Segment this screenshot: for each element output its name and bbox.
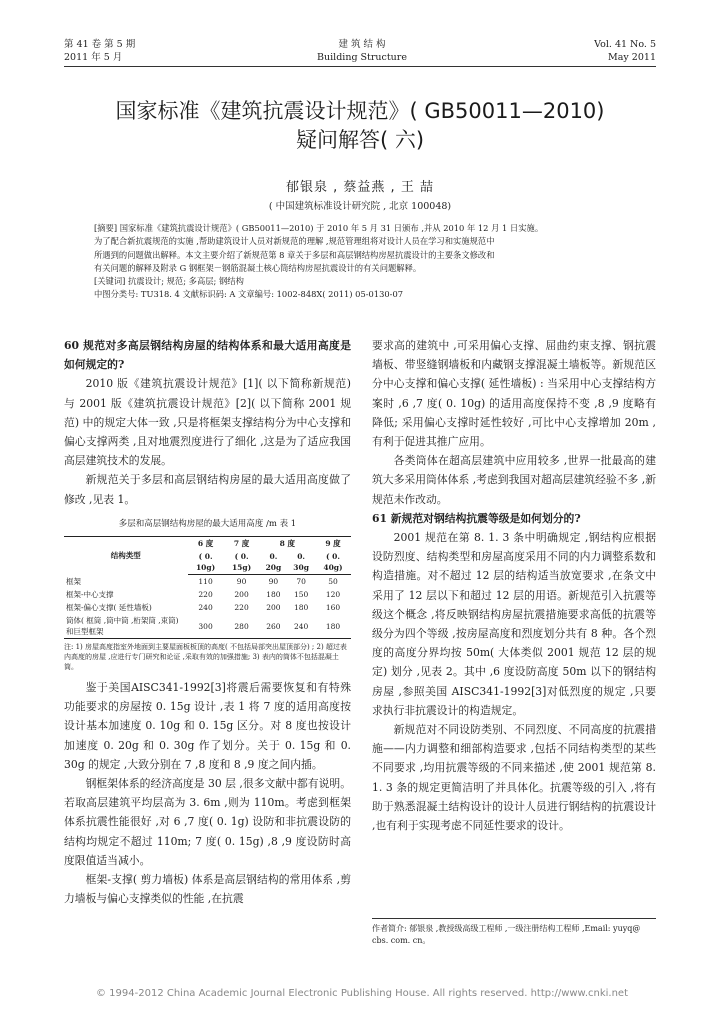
cell: 120 xyxy=(325,590,341,600)
journal-issue-en xyxy=(594,38,656,64)
paragraph: 鉴于美国AISC341-1992[3]将震后需要恢复和有特殊功能要求的房屋按 0. 15g 设计 ,表 1 将 7 度的适用高度按设计基本加速度 0. 10g 和 0. 15g 区分。对 8 度也按设计加速度 0. 20g 和 0. 30g 作了划分。关于 0. 15g 和 0. 30g 的规定 ,大致分别在 7 ,8 度和 8 ,9 度之间内插。 xyxy=(64,681,351,771)
abstract-line: 所遇到的问题做出解释。本文主要介绍了新规范第 8 章关于多层和高层钢结构房屋抗震设计的主要条文修改和 xyxy=(94,249,495,260)
table-header-7: 7 度 xyxy=(224,537,260,551)
cell: 200 xyxy=(266,603,281,613)
paragraph: 要求高的建筑中 ,可采用偏心支撑、屈曲约束支撑、钢抗震墙板、带竖缝钢墙板和内藏钢支撑混凝土墙板等。新规范区分中心支撑和偏心支撑( 延性墙板) : 当采用中心支撑结构方案时 ,6 ,7 度( 0. 10g) 的适用高度保持不变 ,8 ,9 度略有降低; 采用偏心支撑时延性较好 ,可比中心支撑增加 20m ,有利于促进其推广应用。 xyxy=(372,339,656,449)
row-label: 筒体( 框筒 ,筒中筒 ,桁架筒 ,束筒) 和巨型框架 xyxy=(64,614,188,639)
article-title xyxy=(64,97,656,155)
cell: 50 xyxy=(328,577,338,587)
keywords-line: [关键词] 抗震设计; 规范; 多高层; 钢结构 xyxy=(94,276,244,287)
right-column xyxy=(372,336,656,835)
question-60: 60 规范对多高层钢结构房屋的结构体系和最大适用高度是如何规定的? xyxy=(64,339,351,372)
paragraph: 2010 版《建筑抗震设计规范》[1]( 以下简称新规范) 与 2001 版《建筑抗震设计规范》[2]( 以下简称 2001 规范) 中的规定大体一致 ,只是将框架支撑结构分为中心支撑和偏心支撑两类 ,且对地震烈度进行了细化 ,这是为了适应我国高层建筑技术的发展。 xyxy=(64,377,351,468)
paragraph: 新规范对不同设防类别、不同烈度、不同高度的抗震措施——内力调整和细部构造要求 ,包括不同结构类型的某些不同要求 ,均用抗震等级的不同来描述 ,使 2001 规范第 8. 1. 3 条的规定更简洁明了并具体化。抗震等级的引入 ,将有助于熟悉混凝土结构设计的设计人员进行钢结构的抗震设计 ,也有利于实现考虑不同延性要求的设计。 xyxy=(372,723,656,833)
table-header-9: 9 度 xyxy=(315,537,351,551)
cell: 200 xyxy=(234,590,249,600)
cell: 180 xyxy=(315,614,351,639)
paragraph: 新规范关于多层和高层钢结构房屋的最大适用高度做了修改 ,见表 1。 xyxy=(64,473,351,506)
table-row xyxy=(64,588,351,601)
issue-volume-en: Vol. 41 No. 5 xyxy=(594,39,656,50)
cell: 300 xyxy=(188,614,224,639)
paragraph: 各类筒体在超高层建筑中应用较多 ,世界一批最高的建筑大多采用筒体体系 ,考虑到我国对超高层建筑经验不多 ,新规范未作改动。 xyxy=(372,454,656,506)
abstract xyxy=(94,222,634,302)
issue-volume: 第 41 卷 第 5 期 xyxy=(64,39,136,50)
paragraph: 框架-支撑( 剪力墙板) 体系是高层钢结构的常用体系 ,剪力墙板与偏心支撑类似的性能 ,在抗震 xyxy=(64,873,351,906)
issue-date-en: May 2011 xyxy=(608,52,656,63)
row-label: 框架-偏心支撑( 延性墙板) xyxy=(66,603,152,613)
table-row xyxy=(64,614,351,639)
author-footnote: 作者简介: 郁银泉 ,教授级高级工程师 ,一级注册结构工程师 ,Email: yuyq@ cbs. com. cn。 xyxy=(372,918,656,947)
classification-line: 中图分类号: TU318. 4 文献标识码: A 文章编号: 1002-848X( 2011) 05-0130-07 xyxy=(94,289,403,300)
table-subheader: ( 0. 40g) xyxy=(315,550,351,575)
row-label: 框架-中心支撑 xyxy=(66,590,114,600)
abstract-line: 为了配合新抗震规范的实施 ,帮助建筑设计人员对新规范的理解 ,规范管理组将对设计人员在学习和实施规范中 xyxy=(94,236,495,247)
copyright-footer: © 1994-2012 China Academic Journal Electronic Publishing House. All rights reserved. http://www.cnki.net xyxy=(96,988,628,999)
paragraph: 2001 规范在第 8. 1. 3 条中明确规定 ,钢结构应根据设防烈度、结构类型和房屋高度采用不同的内力调整系数和构造措施。对不超过 12 层的结构适当放宽要求 ,在条文中采用了 12 层以下和超过 12 层的用语。新规范引入抗震等级这个概念 ,将反映钢结构房屋抗震措施要求高低的抗震等级分为四个等级 ,按房屋高度和烈度划分共有 8 种。各个烈度的高度分界均按 50m( 大体类似 2001 规范 12 层的规定) 划分 ,见表 2。其中 ,6 度设防高度 50m 以下的钢结构房屋 ,参照美国 AISC341-1992[3]对低烈度的规定 ,只要求执行非抗震设计的构造规定。 xyxy=(372,531,656,717)
paragraph: 钢框架体系的经济高度是 30 层 ,很多文献中都有说明。若取高层建筑平均层高为 3. 6m ,则为 110m。考虑到框架体系抗震性能很好 ,对 6 ,7 度( 0. 1g) 设防和非抗震设防的结构均规定不超过 110m; 7 度( 0. 15g) ,8 ,9 度设防时高度限值适当减小。 xyxy=(64,777,351,867)
abstract-line: 有关问题的解释及附录 G 钢框架－钢筋混凝土核心筒结构房屋抗震设计的有关问题解释。 xyxy=(94,262,422,273)
table-subheader: 0. 20g xyxy=(260,550,288,575)
table-note: 注: 1) 房屋高度指室外地面到主要屋面板板顶的高度( 不包括局部突出屋顶部分) ; 2) 超过表内高度的房屋 ,应进行专门研究和论证 ,采取有效的加强措施; 3) 表内的筒体不包括混凝土筒。 xyxy=(64,643,347,672)
cell: 90 xyxy=(268,577,279,587)
cell: 110 xyxy=(198,577,213,587)
question-61: 61 新规范对钢结构抗震等级是如何划分的? xyxy=(372,511,581,525)
table-row xyxy=(64,601,351,614)
table-subheader: ( 0. 15g) xyxy=(224,550,260,575)
cell: 160 xyxy=(325,603,341,613)
cell: 180 xyxy=(266,590,281,600)
table-header-type: 结构类型 xyxy=(64,537,188,575)
table-subheader: ( 0. 10g) xyxy=(188,550,224,575)
table-caption: 多层和高层钢结构房屋的最大适用高度 /m 表 1 xyxy=(118,518,297,529)
cell: 90 xyxy=(236,577,247,587)
cell: 220 xyxy=(234,603,249,613)
affiliation: ( 中国建筑标准设计研究院 , 北京 100048) xyxy=(268,201,452,212)
cell: 240 xyxy=(198,603,213,613)
cell: 220 xyxy=(198,590,213,600)
cell: 260 xyxy=(260,614,288,639)
authors: 郁银泉 , 蔡益燕 , 王 喆 xyxy=(286,180,434,195)
title-line-2: 疑问解答( 六) xyxy=(295,128,425,152)
table-header-8: 8 度 xyxy=(260,537,315,551)
abstract-line: [摘要] 国家标准《建筑抗震设计规范》( GB50011—2010) 于 2010 年 5 月 31 日颁布 ,并从 2010 年 12 月 1 日实施。 xyxy=(94,223,544,233)
cell: 70 xyxy=(296,577,306,587)
title-line-1: 国家标准《建筑抗震设计规范》( GB50011—2010) xyxy=(115,99,605,123)
table-header-6: 6 度 xyxy=(188,537,224,551)
table-row xyxy=(64,575,351,589)
row-label: 框架 xyxy=(66,576,81,586)
issue-date: 2011 年 5 月 xyxy=(64,52,123,63)
journal-name-cn: 建 筑 结 构 xyxy=(338,39,386,50)
height-table xyxy=(64,536,351,639)
header-rule xyxy=(64,66,656,67)
cell: 180 xyxy=(293,603,309,613)
journal-name-en: Building Structure xyxy=(317,52,407,63)
cell: 280 xyxy=(224,614,260,639)
cell: 150 xyxy=(293,590,309,600)
table-subheader: 0. 30g xyxy=(287,550,315,575)
cell: 240 xyxy=(287,614,315,639)
left-column xyxy=(64,336,351,908)
